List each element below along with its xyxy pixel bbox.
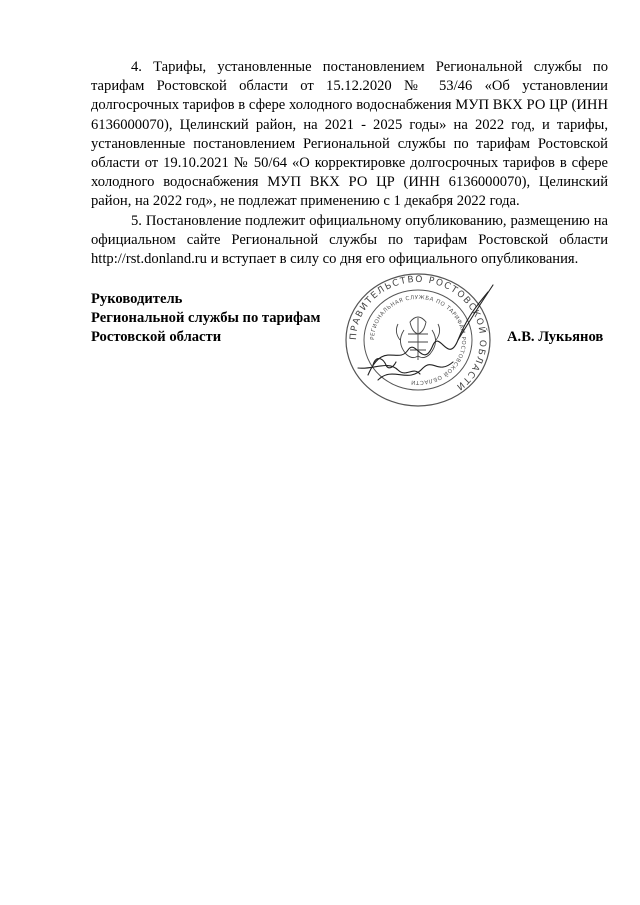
signatory-title-line-2: Региональной службы по тарифам [91, 310, 321, 326]
signatory-title [91, 290, 351, 347]
stamp-ring-text: ПРАВИТЕЛЬСТВО РОСТОВСКОЙ ОБЛАСТИ [348, 274, 488, 393]
paragraph-5: 5. Постановление подлежит официальному опубликованию, размещению на официальном сайте Региональной службы по тарифам Ростовской области http://rst.donland.ru и вступает в силу со дня его официального опубликования. [91, 212, 608, 268]
paragraph-4: 4. Тарифы, установленные постановлением Региональной службы по тарифам Ростовской области от 15.12.2020 № 53/46 «Об установлении долгосрочных тарифов в сфере холодного водоснабжения МУП ВКХ РО ЦР (ИНН 6136000070), Целинский район, на 2021 - 2025 годы» на 2022 год, и тарифы, установленные постановлением Региональной службы по тарифам Ростовской области от 19.10.2021 № 50/64 «О корректировке долгосрочных тарифов в сфере холодного водоснабжения МУП ВКХ РО ЦР (ИНН 6136000070), Целинский район, на 2022 год», не подлежат применению с 1 декабря 2022 года. [91, 59, 608, 210]
signatory-title-line-1: Руководитель [91, 291, 183, 307]
stamp-inner-text: РЕГИОНАЛЬНАЯ СЛУЖБА ПО ТАРИФАМ РОСТОВСКОЙ ОБЛАСТИ [369, 294, 467, 386]
signatory-title-line-3: Ростовской области [91, 329, 222, 345]
signature-block [91, 290, 611, 410]
document-body [91, 58, 608, 269]
signatory-name: А.В. Лукьянов [507, 329, 604, 345]
